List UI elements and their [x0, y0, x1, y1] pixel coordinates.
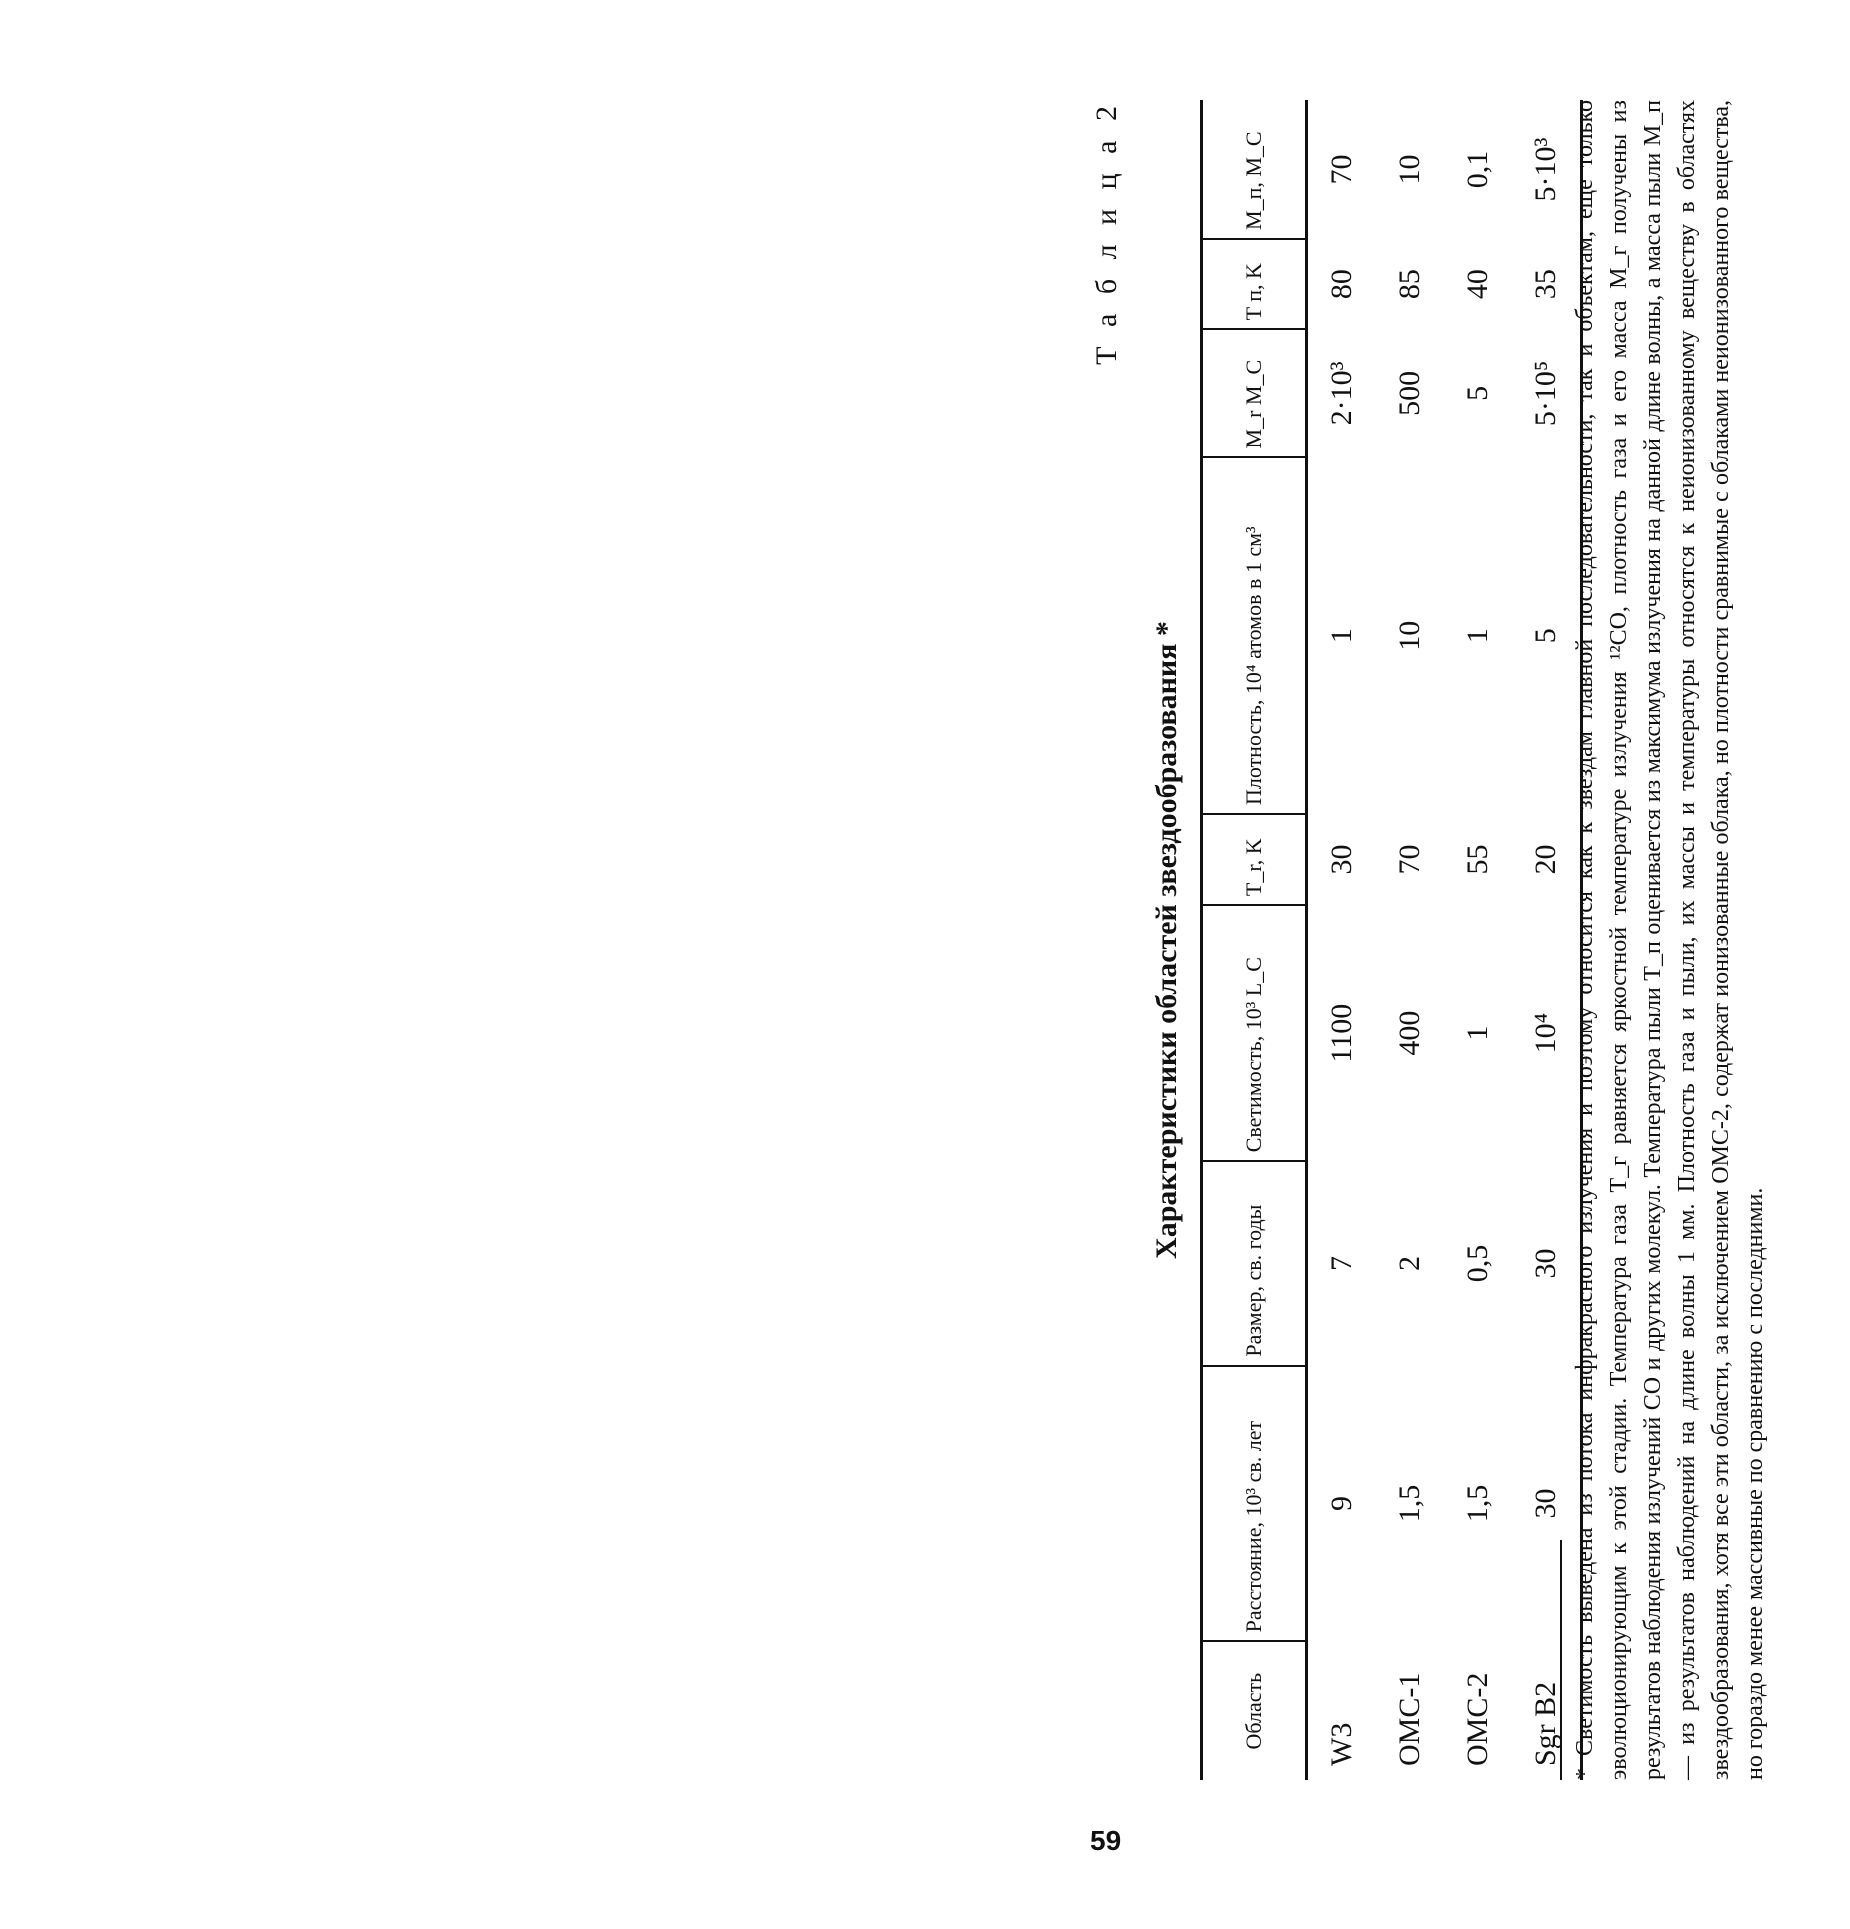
cell-gas-temperature: 20	[1529, 844, 1562, 875]
cell-region: W3	[1325, 1722, 1358, 1766]
cell-region: Sgr B2	[1529, 1681, 1562, 1766]
cell-size: 2	[1393, 1255, 1426, 1271]
table-title: Характеристики областей звездообразования *	[1150, 621, 1183, 1259]
cell-gas-temperature: 30	[1325, 844, 1358, 875]
cell-size: 0,5	[1461, 1244, 1494, 1283]
table-label: Т а б л и ц а 2	[1090, 100, 1123, 365]
cell-dust-mass: 5·10³	[1529, 137, 1562, 202]
cell-luminosity: 10⁴	[1529, 1012, 1562, 1054]
cell-gas-temperature: 70	[1393, 844, 1426, 875]
header-region: Область	[1241, 1672, 1267, 1750]
table-row	[1376, 100, 1444, 1780]
cell-region: OMC-1	[1393, 1672, 1426, 1766]
cell-dust-mass: 10	[1393, 154, 1426, 185]
cell-region: OMC-2	[1461, 1672, 1494, 1766]
cell-gas-mass: 500	[1393, 370, 1426, 416]
cell-distance: 9	[1325, 1496, 1358, 1511]
table-footnote: * Светимость выведена из потока инфракрасного излучения и поэтому относится как к звездам главной последовательности, так и объектам, еще только эволюционирующим к этой стадии. Температура газа T_г равняется яркостной температуре излучения ¹²CO, плотность газа и его масса M_г получены из результатов наблюдения излучений CO и других молекул. Температура пыли T_п оценивается из максимума излучения на данной длине волны, а масса пыли M_п — из результатов наблюдений на длине волны 1 мм. Плотность газа и пыли, их массы и температуры относятся к неионизованному веществу в областях звездообразования, хотя все эти области, за исключением OMC-2, содержат ионизованные облака, но плотности сравнимые с облаками неионизованного вещества, но гораздо менее массивные по сравнению с последними.	[1572, 100, 1768, 1780]
cell-dust-temperature: 85	[1393, 269, 1426, 300]
cell-dust-temperature: 35	[1529, 269, 1562, 300]
cell-density: 1	[1461, 628, 1494, 644]
cell-dust-mass: 0,1	[1461, 150, 1494, 189]
cell-density: 5	[1529, 628, 1562, 644]
cell-gas-temperature: 55	[1461, 844, 1494, 875]
cell-luminosity: 1	[1461, 1025, 1494, 1041]
cell-dust-temperature: 40	[1461, 269, 1494, 300]
cell-dust-temperature: 80	[1325, 269, 1358, 300]
rotated-table-block	[1090, 80, 1850, 1800]
cell-size: 7	[1325, 1255, 1358, 1271]
header-luminosity: Светимость, 10³ L_C	[1202, 905, 1307, 1161]
cell-luminosity: 1100	[1325, 1003, 1358, 1063]
cell-size: 30	[1529, 1248, 1562, 1279]
cell-distance: 30	[1529, 1488, 1562, 1519]
cell-gas-mass: 5·10⁵	[1529, 360, 1562, 427]
cell-dust-mass: 70	[1325, 154, 1358, 185]
cell-luminosity: 400	[1393, 1010, 1426, 1056]
page-number: 59	[1090, 1825, 1122, 1856]
cell-gas-mass: 5	[1461, 385, 1494, 401]
cell-density: 10	[1393, 620, 1426, 651]
table-header-row	[1202, 100, 1307, 1780]
header-gas-mass: M_r M_C	[1202, 329, 1307, 457]
cell-distance: 1,5	[1461, 1484, 1494, 1523]
header-gas-temperature: T_r, K	[1202, 814, 1307, 905]
header-dust-mass: M_п, M_C	[1202, 100, 1307, 239]
footnote-divider	[1560, 1540, 1562, 1780]
rotated-content	[1090, 80, 1850, 1800]
cell-gas-mass: 2·10³	[1325, 361, 1358, 426]
table-row	[1307, 100, 1377, 1780]
table-row	[1444, 100, 1512, 1780]
header-distance: Расстояние, 10³ св. лет	[1202, 1366, 1307, 1642]
cell-distance: 1,5	[1393, 1484, 1426, 1523]
cell-density: 1	[1325, 628, 1358, 644]
data-table	[1200, 100, 1583, 1780]
header-density: Плотность, 10⁴ атомов в 1 см³	[1202, 457, 1307, 814]
header-size: Размер, св. годы	[1202, 1161, 1307, 1365]
header-dust-temperature: T п, K	[1202, 239, 1307, 329]
